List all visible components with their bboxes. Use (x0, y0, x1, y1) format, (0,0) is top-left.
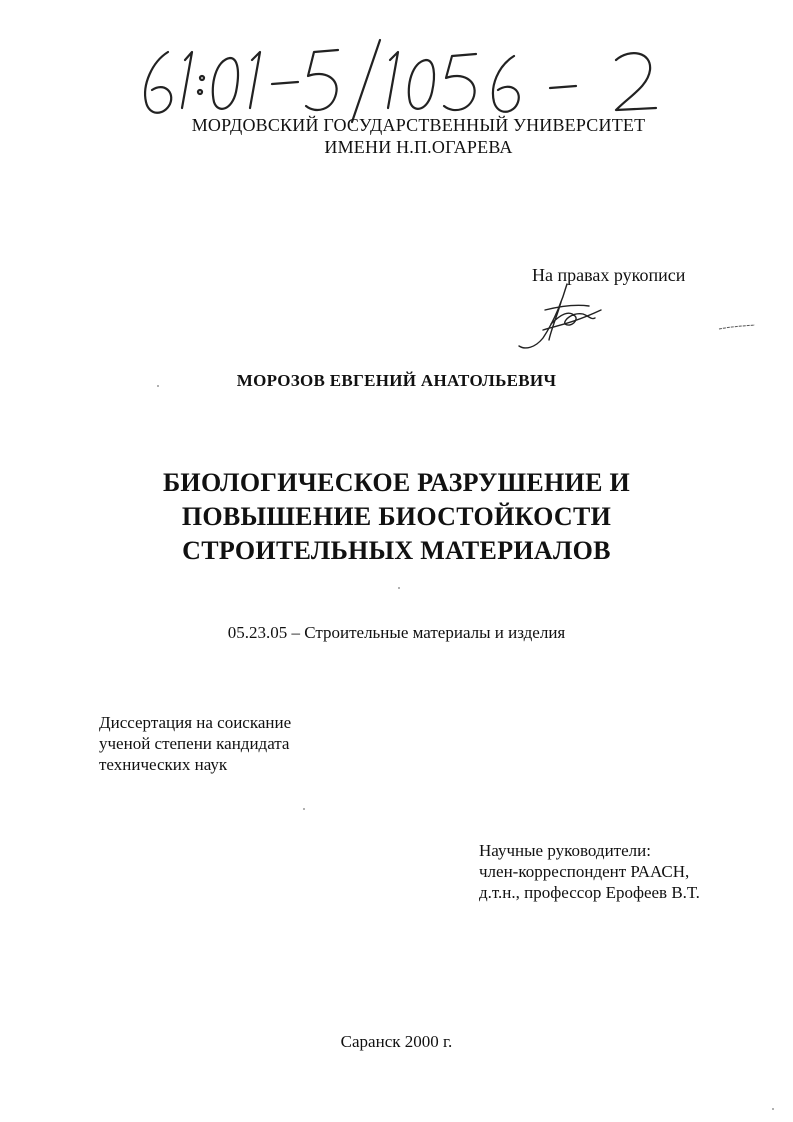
supervisors-line-2: член-корреспондент РААСН, (479, 862, 690, 881)
university-name-line-2: ИМЕНИ Н.П.ОГАРЕВА (324, 137, 513, 157)
dissertation-title-line-1: БИОЛОГИЧЕСКОЕ РАЗРУШЕНИЕ И (162, 468, 631, 497)
supervisors-line-1: Научные руководители: (479, 841, 651, 860)
dissertation-title-line-2: ПОВЫШЕНИЕ БИОСТОЙКОСТИ (181, 502, 612, 531)
degree-statement-line-1: Диссертация на соискание (99, 713, 292, 732)
scan-speck (398, 587, 400, 589)
handwritten-signature (505, 280, 615, 355)
supervisors-line-3: д.т.н., профессор Ерофеев В.Т. (479, 883, 700, 902)
degree-statement-line-2: ученой степени кандидата (99, 734, 290, 753)
signature-drawing (505, 280, 615, 355)
university-name-line-1: МОРДОВСКИЙ ГОСУДАРСТВЕННЫЙ УНИВЕРСИТЕТ (191, 115, 646, 135)
scan-speck (157, 385, 159, 387)
scan-stray-mark (717, 320, 757, 332)
scan-speck (303, 808, 305, 810)
supervisors-block (479, 840, 700, 903)
specialty-code: 05.23.05 – Строительные материалы и изделия (227, 623, 566, 642)
rights-note: На правах рукописи (532, 265, 686, 285)
degree-statement-line-3: технических наук (99, 755, 228, 774)
dissertation-title-line-3: СТРОИТЕЛЬНЫХ МАТЕРИАЛОВ (182, 536, 611, 565)
degree-statement (99, 712, 291, 775)
scan-speck (772, 1108, 774, 1110)
author-name: МОРОЗОВ ЕВГЕНИЙ АНАТОЛЬЕВИЧ (236, 371, 557, 390)
city-year: Саранск 2000 г. (340, 1032, 453, 1051)
